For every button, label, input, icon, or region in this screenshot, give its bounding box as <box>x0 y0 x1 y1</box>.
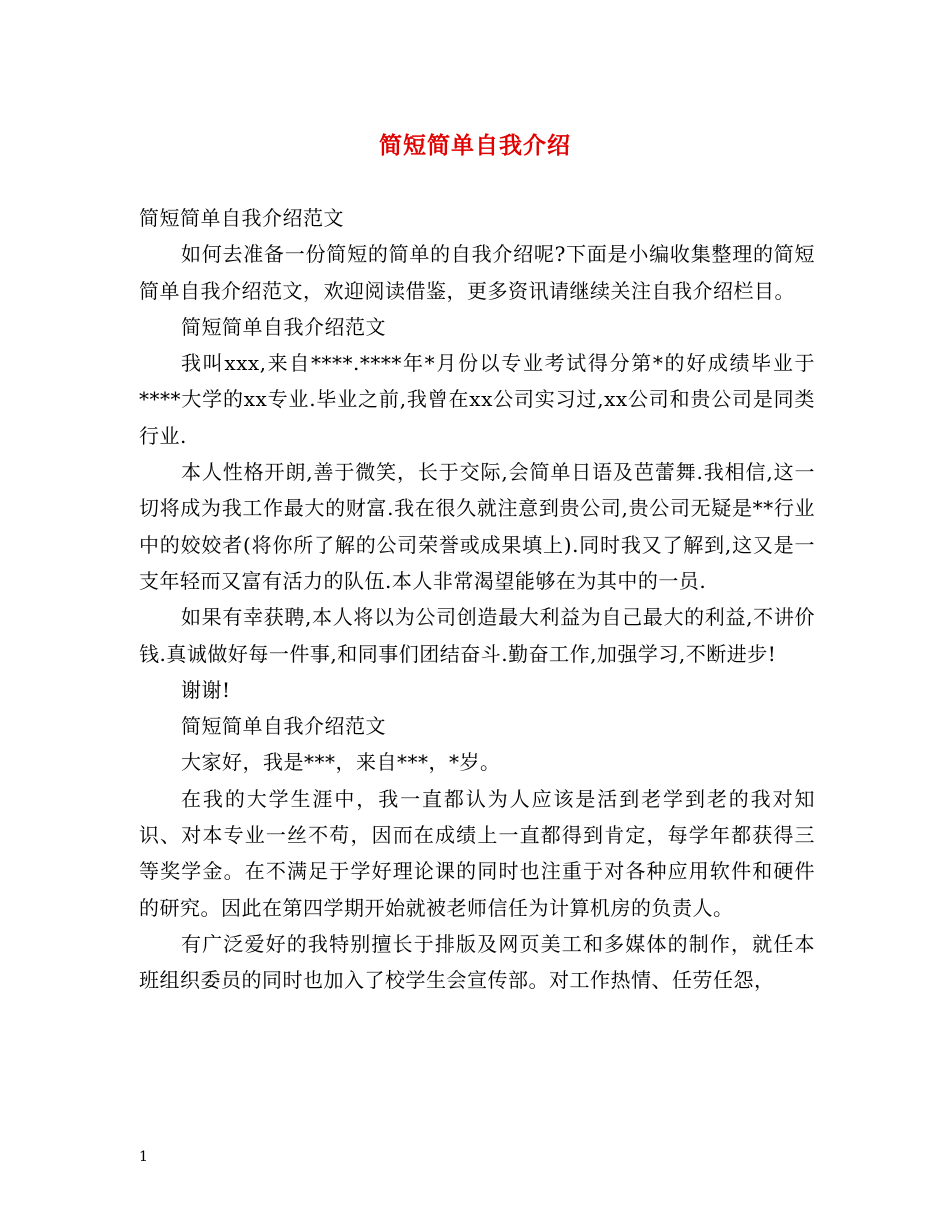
closing-line: 谢谢! <box>181 677 231 702</box>
body-paragraph: 在我的大学生涯中，我一直都认为人应该是活到老学到老的我对知识、对本专业一丝不苟，因而在成绩上一直都得到肯定，每学年都获得三等奖学金。在不满足于学好理论课的同时也注重于对各种应用软件和硬件的研究。因此在第四学期开始就被老师信任为计算机房的负责人。 <box>139 786 815 920</box>
page-number: 1 <box>139 1149 148 1165</box>
section-heading: 简短简单自我介绍范文 <box>139 206 344 230</box>
section-heading: 简短简单自我介绍范文 <box>181 714 386 739</box>
document-title: 简短简单自我介绍 <box>379 132 571 159</box>
body-paragraph: 本人性格开朗,善于微笑，长于交际,会简单日语及芭蕾舞.我相信,这一切将成为我工作最大的财富.我在很久就注意到贵公司,贵公司无疑是**行业中的姣姣者(将你所了解的公司荣誉或成果填上).同时我又了解到,这又是一支年轻而又富有活力的队伍.本人非常渴望能够在为其中的一员. <box>139 460 815 593</box>
body-paragraph: 如果有幸获聘,本人将以为公司创造最大利益为自己最大的利益,不讲价钱.真诚做好每一件事,和同事们团结奋斗.勤奋工作,加强学习,不断进步! <box>139 605 815 666</box>
body-paragraph: 有广泛爱好的我特别擅长于排版及网页美工和多媒体的制作，就任本班组织委员的同时也加入了校学生会宣传部。对工作热情、任劳任怨， <box>139 931 815 993</box>
document-body <box>139 200 815 999</box>
intro-paragraph: 如何去准备一份简短的简单的自我介绍呢?下面是小编收集整理的简短简单自我介绍范文，欢迎阅读借鉴，更多资讯请继续关注自我介绍栏目。 <box>139 242 815 303</box>
greeting-line: 大家好，我是***，来自***，*岁。 <box>181 750 501 775</box>
section-heading: 简短简单自我介绍范文 <box>181 314 386 339</box>
body-paragraph: 我叫xxx,来自****.****年*月份以专业考试得分第*的好成绩毕业于****大学的xx专业.毕业之前,我曾在xx公司实习过,xx公司和贵公司是同类行业. <box>139 351 815 448</box>
